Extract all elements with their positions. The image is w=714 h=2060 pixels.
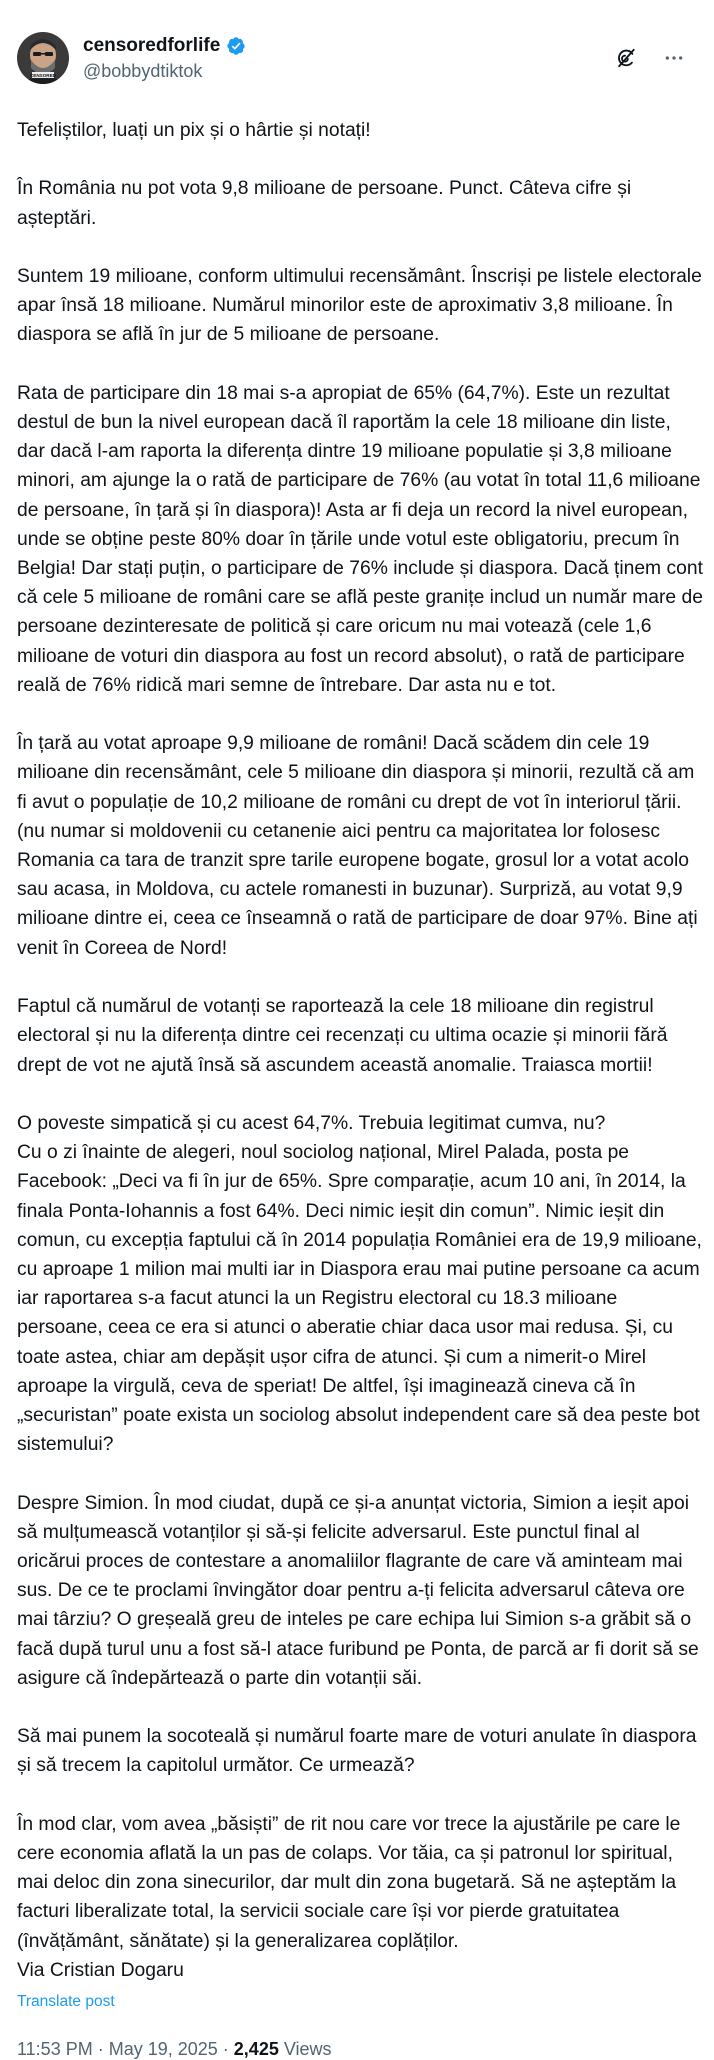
grok-icon[interactable] xyxy=(611,43,641,73)
post-header xyxy=(17,30,697,86)
translate-post-link[interactable]: Translate post xyxy=(17,1993,115,2010)
more-icon[interactable] xyxy=(659,43,689,73)
avatar-badge-text: CENSORED xyxy=(29,73,57,78)
avatar-image xyxy=(17,32,69,84)
header-actions xyxy=(611,43,697,73)
post-date[interactable]: May 19, 2025 xyxy=(108,2039,218,2059)
author-display-name[interactable]: censoredforlife xyxy=(83,34,221,56)
meta-separator-2: · xyxy=(217,2039,234,2059)
avatar[interactable] xyxy=(17,32,69,84)
author-names xyxy=(83,35,246,82)
author-handle[interactable]: @bobbydtiktok xyxy=(83,60,203,81)
post-text: Tefeliștilor, luați un pix și o hârtie și notați! În România nu pot vota 9,8 milioane de persoane. Punct. Câteva cifre și așteptări. Suntem 19 milioane, conform ultimului recensământ. Înscriși pe listele electorale apar însă 18 milioane. Numărul minorilor este de aproximativ 3,8 milioane. În diaspora se află în jur de 5 milioane de persoane. Rata de participare din 18 mai s-a apropiat de 65% (64,7%). Este un rezultat destul de bun la nivel european dacă îl raportăm la cele 18 milioane din liste, dar dacă l-am raporta la diferența dintre 19 milioane populatie și 3,8 milioane minori, am ajunge la o rată de participare de 76% (au votat în total 11,6 milioane de persoane, în țară și în diaspora)! Asta ar fi deja un record la nivel european, unde se obține peste 80% doar în țările unde votul este obligatoriu, precum în Belgia! Dar stați puțin, o participare de 76% include și diaspora. Dacă ținem cont că cele 5 milioane de români care se află peste granițe includ un număr mare de persoane dezinteresate de politică și care oricum nu mai votează (cele 1,6 milioane de voturi din diaspora au fost un record absolut), o rată de participare reală de 76% ridică mari semne de întrebare. Dar asta nu e tot. În țară au votat aproape 9,9 milioane de români! Dacă scădem din cele 19 milioane din recensământ, cele 5 milioane din diaspora și minorii, rezultă că am fi avut o populație de 10,2 milioane de români cu drept de vot în interiorul țării. (nu numar si moldovenii cu cetanenie aici pentru ca majoritatea lor folosesc Romania ca tara de tranzit spre tarile europene bogate, grosul lor a votat acolo sau acasa, in Moldova, cu actele romanesti in buzunar). Surpriză, au votat 9,9 milioane dintre ei, ceea ce înseamnă o rată de participare de doar 97%. Bine ați venit în Coreea de Nord! Faptul că numărul de votanți se raportează la cele 18 milioane din registrul electoral și nu la diferența dintre cei recenzați cu ultima ocazie și minorii fără drept de vot ne ajută însă să ascundem această anomalie. Traiasca mortii! O poveste simpatică și cu acest 64,7%. Trebuia legitimat cumva, nu? Cu o zi înainte de alegeri, noul sociolog național, Mirel Palada, posta pe Facebook: „Deci va fi în jur de 65%. Spre comparație, acum 10 ani, în 2014, la finala Ponta-Iohannis a fost 64%. Deci nimic ieșit din comun”. Nimic ieșit din comun, cu excepția faptului că în 2014 populația României era de 19,9 milioane, cu aproape 1 milion mai multi iar in Diaspora erau mai putine persoane ca acum iar raportarea s-a facut atunci la un Registru electoral cu 18.3 milioane persoane, ceea ce era si atunci o aberatie chiar daca usor mai redusa. Și, cu toate astea, chiar am depășit ușor cifra de atunci. Și cum a nimerit-o Mirel aproape la virgulă, ceva de speriat! De altfel, își imaginează cineva că în „securistan” poate exista un sociolog absolut independent care să dea peste bot sistemului? Despre Simion. În mod ciudat, după ce și-a anunțat victoria, Simion a ieșit apoi să mulțumească votanților și să-și felicite adversarul. Este punctul final al oricărui proces de contestare a anomaliilor flagrante de care vă aminteam mai sus. De ce te proclami învingător doar pentru a-ți felicita adversarul câteva ore mai târziu? O greșeală greu de inteles pe care echipa lui Simion s-a grăbit să o facă după turul unu a fost să-l atace furibund pe Ponta, de parcă ar fi dorit să se asigure că îndepărtează o parte din votanții săi. Să mai punem la socoteală și numărul foarte mare de voturi anulate în diaspora și să trecem la capitolul următor. Ce urmează? În mod clar, vom avea „băsiști” de rit nou care vor trece la ajustările pe care le cere economia aflată la un pas de colaps. Vor tăia, ca și patronul lor spiritual, mai deloc din zona sinecurilor, dar mult din zona bugetară. Să ne așteptăm la facturi liberalizate total, la servicii sociale care își vor pierde gratuitatea (învățământ, sănătate) și la generalizarea coplăților. Via Cristian Dogaru xyxy=(17,120,703,1981)
post-meta xyxy=(17,2039,697,2060)
views-label: Views xyxy=(278,2039,332,2059)
display-name-row xyxy=(83,35,246,57)
views-count: 2,425 xyxy=(233,2039,279,2059)
meta-separator: · xyxy=(92,2039,109,2059)
verified-badge-icon xyxy=(226,36,246,56)
post-time[interactable]: 11:53 PM xyxy=(17,2039,93,2059)
